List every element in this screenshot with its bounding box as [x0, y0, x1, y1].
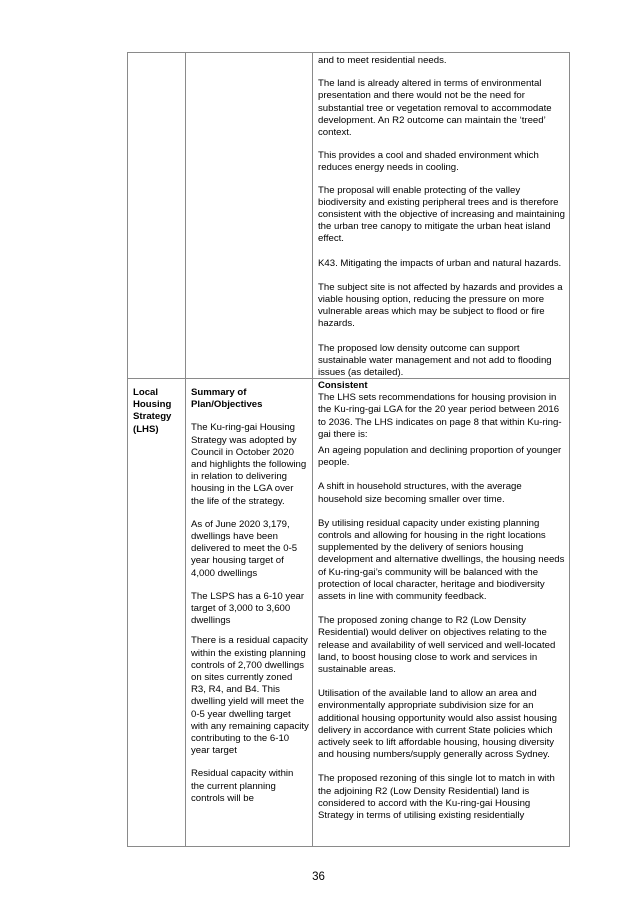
- paragraph: The proposed zoning change to R2 (Low Density Residential) would deliver on objectives relating to the release and availability of well serviced and well-located land, to boost housing close to work and services in sustainable areas.: [318, 615, 556, 676]
- paragraph: Utilisation of the available land to allow an area and environmentally appropriate subdivision size for an additional housing opportunity would also assist housing delivery in accordance with current State policies which actively seek to lift affordable housing, housing diversity and housing numbers/supply generally across Sydney.: [318, 688, 557, 761]
- paragraph: The Ku-ring-gai Housing Strategy was adopted by Council in October 2020 and highlights the following in relation to delivering housing in the LGA over the life of the strategy.: [191, 422, 307, 507]
- row2-assessment-cell: [318, 380, 568, 833]
- paragraph: The LHS sets recommendations for housing provision in the Ku-ring-gai LGA for the 20 year period between 2016 to 2036. The LHS indicates on page 8 that within Ku-ring-gai there is:: [318, 392, 562, 440]
- paragraph: As of June 2020 3,179, dwellings have been delivered to meet the 0-5 year housing target of 4,000 dwellings: [191, 518, 298, 579]
- consistency-heading: Consistent: [318, 380, 368, 391]
- summary-heading: Summary of Plan/Objectives: [191, 387, 263, 411]
- paragraph: An ageing population and declining proportion of younger people.: [318, 445, 562, 469]
- paragraph: The subject site is not affected by hazards and provides a viable housing option, reducing the pressure on more vulnerable areas which may be subject to flood or fire hazards.: [318, 281, 563, 330]
- paragraph: The proposed rezoning of this single lot to match in with the adjoining R2 (Low Density Residential) land is considered to accord with the Ku-ring-gai Housing Strategy in terms of utilising existing residentially: [318, 773, 555, 822]
- paragraph: The LSPS has a 6-10 year target of 3,000 to 3,600 dwellings: [191, 590, 305, 627]
- paragraph: The land is already altered in terms of environmental presentation and there would not be the need for substantial tree or vegetation removal to accommodate development. An R2 outcome can maintain the ‘treed’ context.: [318, 78, 552, 139]
- column-divider-2: [312, 53, 313, 846]
- paragraph: and to meet residential needs.: [318, 55, 447, 66]
- paragraph: The proposed low density outcome can support sustainable water management and not add to flooding issues (as detailed).: [318, 342, 552, 379]
- paragraph: K43. Mitigating the impacts of urban and natural hazards.: [318, 257, 562, 269]
- column-divider-1: [185, 53, 186, 846]
- paragraph: A shift in household structures, with the average household size becoming smaller over time.: [318, 481, 522, 505]
- row2-summary-cell: [191, 387, 309, 816]
- paragraph: This provides a cool and shaded environment which reduces energy needs in cooling.: [318, 150, 539, 174]
- paragraph: Residual capacity within the current planning controls will be: [191, 768, 294, 804]
- paragraph: By utilising residual capacity under existing planning controls and allowing for housing in the right locations supplemented by the delivery of seniors housing development and alternative dwellings, the housing needs of Ku-ring-gai’s community will be balanced with the protection of local character, heritage and biodiversity assets in line with community feedback.: [318, 517, 565, 603]
- paragraph: There is a residual capacity within the existing planning controls of 2,700 dwellings on sites currently zoned R3, R4, and B4. This dwelling yield will meet the 0-5 year dwelling target with any remaining capacity contributing to the 6-10 year target: [191, 635, 309, 757]
- page-number: 36: [312, 871, 325, 883]
- row1-assessment-cell: [318, 55, 568, 390]
- row2-plan-name: Local Housing Strategy (LHS): [133, 387, 172, 435]
- paragraph: The proposal will enable protecting of the valley biodiversity and existing peripheral trees and is therefore consistent with the objective of increasing and maintaining the urban tree canopy to mitigate the urban heat island effect.: [318, 184, 565, 245]
- planning-consistency-table: [127, 52, 570, 847]
